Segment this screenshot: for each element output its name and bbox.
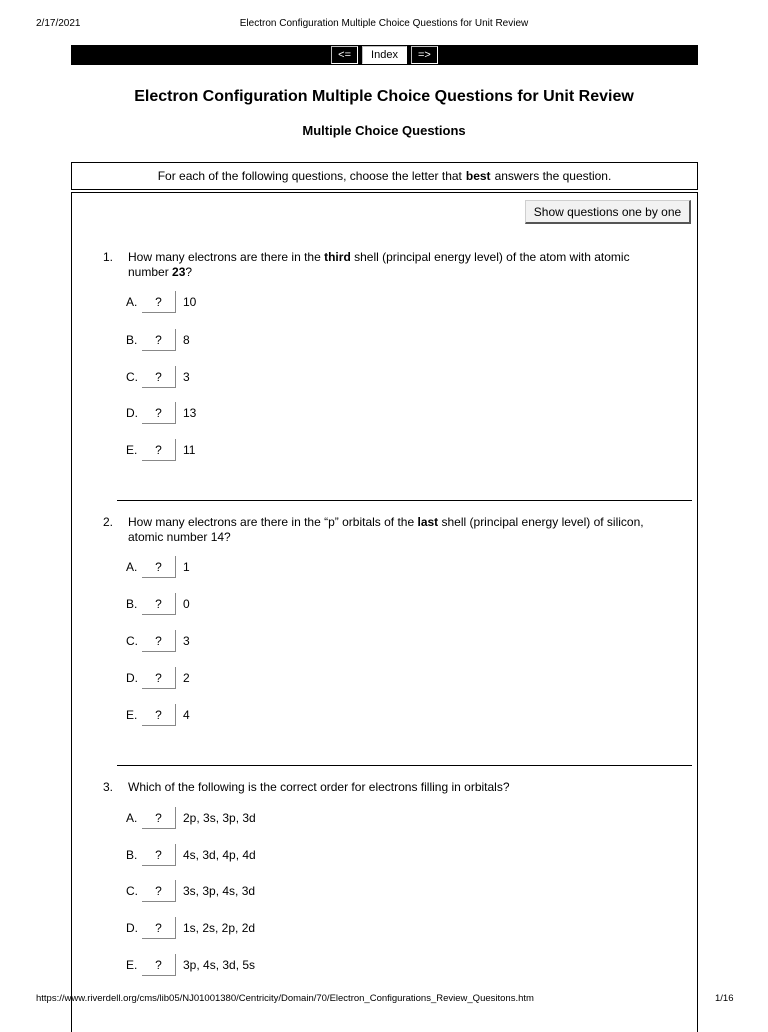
show-one-by-one-button[interactable]: Show questions one by one xyxy=(525,200,691,224)
reveal-answer-button[interactable]: ? xyxy=(142,329,176,351)
question-number: 1. xyxy=(103,250,114,264)
reveal-answer-button[interactable]: ? xyxy=(142,402,176,424)
option-letter: B. xyxy=(126,597,138,611)
answer-option xyxy=(126,954,255,976)
next-button[interactable]: => xyxy=(411,46,438,64)
reveal-answer-button[interactable]: ? xyxy=(142,439,176,461)
reveal-answer-button[interactable]: ? xyxy=(142,954,176,976)
option-value: 13 xyxy=(183,406,197,420)
answer-option xyxy=(126,593,190,615)
instructions-text-pre: For each of the following questions, choose the letter that xyxy=(157,169,462,183)
nav-bar xyxy=(71,45,698,65)
answer-option xyxy=(126,556,190,578)
answer-option xyxy=(126,329,190,351)
option-letter: E. xyxy=(126,958,138,972)
reveal-answer-button[interactable]: ? xyxy=(142,844,176,866)
instructions-text-post: answers the question. xyxy=(494,169,612,183)
option-letter: C. xyxy=(126,884,138,898)
option-letter: E. xyxy=(126,443,138,457)
reveal-answer-button[interactable]: ? xyxy=(142,291,176,313)
option-letter: A. xyxy=(126,811,138,825)
answer-option xyxy=(126,807,256,829)
prev-button[interactable]: <= xyxy=(331,46,358,64)
option-value: 3p, 4s, 3d, 5s xyxy=(183,958,256,972)
option-value: 4 xyxy=(183,708,190,722)
question-number: 3. xyxy=(103,780,114,794)
answer-option xyxy=(126,880,255,902)
option-letter: A. xyxy=(126,295,138,309)
answer-option xyxy=(126,704,190,726)
instructions-text-bold: best xyxy=(465,169,491,183)
print-date: 2/17/2021 xyxy=(36,18,81,29)
index-button[interactable]: Index xyxy=(362,46,407,64)
answer-option xyxy=(126,291,196,313)
reveal-answer-button[interactable]: ? xyxy=(142,704,176,726)
reveal-answer-button[interactable]: ? xyxy=(142,880,176,902)
option-value: 11 xyxy=(183,443,196,457)
option-value: 1s, 2s, 2p, 2d xyxy=(183,921,256,935)
print-footer-url: https://www.riverdell.org/cms/lib05/NJ01001380/Centricity/Domain/70/Electron_Configurations_Review_Quesitons.htm xyxy=(36,993,534,1004)
answer-option xyxy=(126,844,256,866)
question-text: How many electrons are there in the third shell (principal energy level) of the atom with atomic number 23? xyxy=(128,250,630,279)
question-text: Which of the following is the correct order for electrons filling in orbitals? xyxy=(128,780,510,794)
option-value: 1 xyxy=(183,560,190,574)
question-text: How many electrons are there in the “p” orbitals of the last shell (principal energy level) of silicon, atomic number 14? xyxy=(128,515,644,544)
question-divider xyxy=(117,500,692,501)
option-letter: D. xyxy=(126,921,138,935)
reveal-answer-button[interactable]: ? xyxy=(142,366,176,388)
option-value: 4s, 3d, 4p, 4d xyxy=(183,848,256,862)
option-letter: C. xyxy=(126,634,138,648)
reveal-answer-button[interactable]: ? xyxy=(142,807,176,829)
option-value: 0 xyxy=(183,597,190,611)
option-letter: D. xyxy=(126,406,138,420)
section-title: Multiple Choice Questions xyxy=(302,123,466,138)
reveal-answer-button[interactable]: ? xyxy=(142,667,176,689)
option-letter: E. xyxy=(126,708,138,722)
answer-option xyxy=(126,366,190,388)
instructions-box xyxy=(71,162,698,190)
option-value: 8 xyxy=(183,333,190,347)
question-divider xyxy=(117,765,692,766)
print-page-number: 1/16 xyxy=(715,993,734,1004)
option-value: 2 xyxy=(183,671,190,685)
option-letter: A. xyxy=(126,560,138,574)
option-value: 3 xyxy=(183,370,190,384)
reveal-answer-button[interactable]: ? xyxy=(142,593,176,615)
option-letter: B. xyxy=(126,333,138,347)
answer-option xyxy=(126,630,190,652)
reveal-answer-button[interactable]: ? xyxy=(142,556,176,578)
page-title: Electron Configuration Multiple Choice Questions for Unit Review xyxy=(134,88,634,105)
reveal-answer-button[interactable]: ? xyxy=(142,630,176,652)
question-number: 2. xyxy=(103,515,114,529)
option-value: 3s, 3p, 4s, 3d xyxy=(183,884,256,898)
reveal-answer-button[interactable]: ? xyxy=(142,917,176,939)
option-value: 3 xyxy=(183,634,190,648)
answer-option xyxy=(126,667,190,689)
answer-option xyxy=(126,439,195,461)
answer-option xyxy=(126,402,196,424)
print-header-title: Electron Configuration Multiple Choice Questions for Unit Review xyxy=(239,18,529,29)
option-letter: D. xyxy=(126,671,138,685)
option-letter: B. xyxy=(126,848,138,862)
option-value: 2p, 3s, 3p, 3d xyxy=(183,811,256,825)
option-value: 10 xyxy=(183,295,197,309)
answer-option xyxy=(126,917,255,939)
option-letter: C. xyxy=(126,370,138,384)
